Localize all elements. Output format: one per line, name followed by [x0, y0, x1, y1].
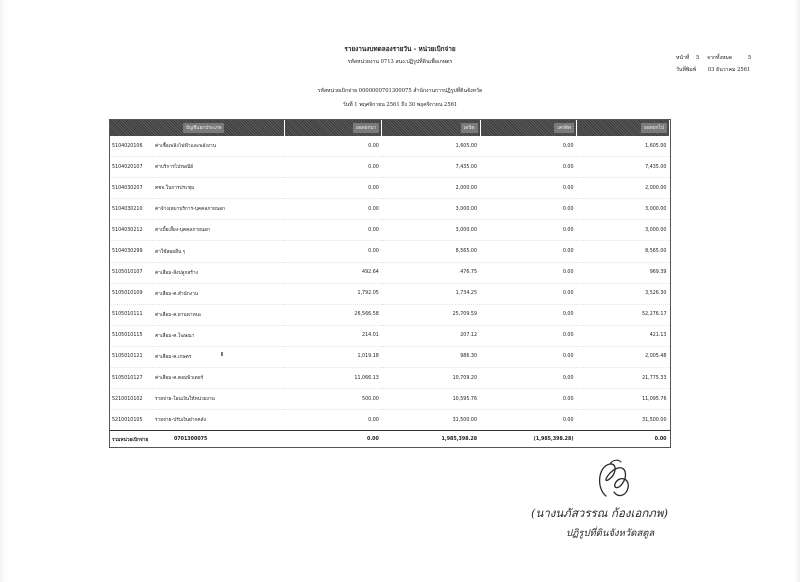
account-code: 5105010107 [109, 262, 152, 283]
account-code: 5104030212 [109, 220, 152, 241]
carried-forward-value: 52,276.17 [577, 304, 670, 325]
credit-value: 0.00 [480, 368, 577, 389]
account-code: 5105010115 [109, 325, 152, 346]
account-name: ค่าเสื่อม-สิ่งปลูกสร้าง [152, 262, 284, 283]
table-row [109, 346, 670, 367]
carried-forward-value: 1,605.00 [577, 136, 670, 157]
table-row [109, 325, 670, 346]
credit-value: 0.00 [480, 157, 577, 178]
credit-value: 0.00 [480, 389, 577, 410]
account-code: 5105010109 [109, 283, 152, 304]
brought-forward-value: 1,019.18 [284, 346, 382, 367]
table-row [109, 368, 670, 389]
table-row [109, 157, 670, 178]
page-label: หน้าที่ [676, 55, 690, 61]
debit-value: 10,709.20 [382, 368, 480, 389]
total-code: 0701300075 [152, 431, 284, 449]
header-row [109, 119, 670, 136]
debit-value: 7,435.00 [382, 157, 480, 178]
account-name: ค่าเชื้อเพลิงไฟฟ้าและพลังงาน [152, 136, 284, 157]
table-row [109, 304, 670, 325]
page-number: 5 [695, 55, 700, 61]
print-date-info [676, 66, 750, 74]
account-name: ค่าเสื่อม-ค.เกษตร [152, 346, 284, 367]
carried-forward-value: 7,435.00 [577, 157, 670, 178]
debit-value: 3,000.00 [382, 220, 480, 241]
carried-forward-value: 8,565.00 [577, 241, 670, 262]
debit-value: 3,000.00 [382, 199, 480, 220]
debit-value: 476.75 [382, 262, 480, 283]
credit-value: 0.00 [480, 346, 577, 367]
table-row [109, 220, 670, 241]
carried-forward-value: 2,000.00 [577, 178, 670, 199]
brought-forward-value: 0.00 [284, 136, 382, 157]
print-date-label: วันที่พิมพ์ [676, 67, 697, 73]
table-row [109, 389, 670, 410]
debit-value: 1,734.25 [382, 283, 480, 304]
debit-value: 10,595.76 [382, 389, 480, 410]
disbursing-unit-line: รหัสหน่วยเบิกจ่าย 0000000701300075 สำนักงานการปฏิรูปที่ดินจังหวัด [317, 88, 483, 94]
brought-forward-value: 0.00 [284, 410, 382, 431]
debit-value: 2,000.00 [382, 178, 480, 199]
carried-forward-value: 421.13 [577, 325, 670, 346]
account-code: 5210010105 [109, 410, 152, 431]
debit-value: 986.30 [382, 346, 480, 367]
account-name: ค่าเสื่อม-ค.ยานพาหนะ [152, 304, 284, 325]
brought-forward-value: 0.00 [284, 157, 382, 178]
account-code: 5104020107 [109, 157, 152, 178]
account-code: 5105010121 [109, 346, 152, 367]
credit-value: 0.00 [480, 199, 577, 220]
credit-value: 0.00 [480, 262, 577, 283]
col-account [109, 119, 284, 136]
total-pages: 5 [747, 55, 752, 61]
brought-forward-value: 0.00 [284, 199, 382, 220]
account-name: ค่าเบี้ยเลี้ยง-บุคคลภายนอก [152, 220, 284, 241]
agency-line: รหัสหน่วยงาน 0713 สนง.ปฏิรูปที่ดินเพื่อเกษตร [347, 59, 453, 65]
brought-forward-value: 1,792.05 [284, 283, 382, 304]
signature-image [588, 458, 638, 504]
account-name: รายจ่าย-ปรับเงินฝากคลัง [152, 410, 284, 431]
page-number-info [676, 54, 751, 62]
account-code: 5105010111 [109, 304, 152, 325]
brought-forward-value: 214.01 [284, 325, 382, 346]
credit-value: 0.00 [480, 325, 577, 346]
col-debit [382, 119, 480, 136]
carried-forward-value: 2,005.48 [577, 346, 670, 367]
account-code: 5104020106 [109, 136, 152, 157]
total-row [109, 431, 670, 449]
carried-forward-value: 3,526.30 [577, 283, 670, 304]
col-credit-label: เครดิต [554, 123, 574, 133]
table-row [109, 262, 670, 283]
signatory-position: ปฏิรูปที่ดินจังหวัดสตูล [566, 528, 655, 539]
debit-value: 207.12 [382, 325, 480, 346]
credit-value: 0.00 [480, 220, 577, 241]
brought-forward-value: 0.00 [284, 241, 382, 262]
account-code: 5210010102 [109, 389, 152, 410]
credit-value: 0.00 [480, 304, 577, 325]
date-range: วันที่ 1 พฤศจิกายน 2561 ถึง 30 พฤศจิกายน 2561 [342, 102, 458, 108]
total-brought-forward: 0.00 [284, 431, 382, 449]
table-row [109, 283, 670, 304]
signatory-name: (นางนภัสวรรณ ก้องเอกภพ) [531, 506, 668, 520]
brought-forward-value: 0.00 [284, 220, 382, 241]
total-debit: 1,985,398.28 [382, 431, 480, 449]
account-name: รายจ่าย-โอนเงินให้หน่วยงาน [152, 389, 284, 410]
credit-value: 0.00 [480, 283, 577, 304]
scan-mark [221, 352, 223, 356]
report-title: รายงานงบทดลองรายวัน - หน่วยเบิกจ่าย [344, 45, 456, 53]
credit-value: 0.00 [480, 178, 577, 199]
carried-forward-value: 31,500.00 [577, 410, 670, 431]
col-account-label: บัญชีแยกประเภท [183, 123, 224, 133]
credit-value: 0.00 [480, 410, 577, 431]
table-body [109, 136, 670, 448]
col-brought-forward-label: ยอดยกมา [353, 123, 379, 133]
carried-forward-value: 969.39 [577, 262, 670, 283]
table-row [109, 241, 670, 262]
account-name: ค่าบริการไปรษณีย์ [152, 157, 284, 178]
account-code: 5104030207 [109, 178, 152, 199]
col-carried-forward-label: ยอดยกไป [641, 123, 667, 133]
account-code: 5105010127 [109, 368, 152, 389]
brought-forward-value: 0.00 [284, 178, 382, 199]
account-name: ค่าเสื่อม-ค.สำนักงาน [152, 283, 284, 304]
carried-forward-value: 11,095.76 [577, 389, 670, 410]
brought-forward-value: 492.64 [284, 262, 382, 283]
print-date: 03 ธันวาคม 2561 [707, 67, 751, 73]
debit-value: 8,565.00 [382, 241, 480, 262]
debit-value: 1,605.00 [382, 136, 480, 157]
carried-forward-value: 3,000.00 [577, 220, 670, 241]
account-name: คชจ.ในการประชุม [152, 178, 284, 199]
total-pages-label: จากทั้งหมด [706, 55, 733, 61]
col-brought-forward [284, 119, 382, 136]
account-name: ค่าใช้สอยอื่น ๆ [152, 241, 284, 262]
table-row [109, 410, 670, 431]
account-name: ค่าเสื่อม-ค.คอมพิวเตอร์ [152, 368, 284, 389]
table-row [109, 199, 670, 220]
account-name: ค่าจ้างเหมาบริการ-บุคคลภายนอก [152, 199, 284, 220]
trial-balance-table [109, 119, 670, 448]
credit-value: 0.00 [480, 136, 577, 157]
col-carried-forward [577, 119, 670, 136]
brought-forward-value: 11,066.13 [284, 368, 382, 389]
table-header [109, 119, 670, 136]
total-carried-forward: 0.00 [577, 431, 670, 449]
carried-forward-value: 3,000.00 [577, 199, 670, 220]
total-credit: (1,985,398.28) [480, 431, 577, 449]
debit-value: 25,709.59 [382, 304, 480, 325]
account-code: 5104030299 [109, 241, 152, 262]
credit-value: 0.00 [480, 241, 577, 262]
account-name: ค่าเสื่อม-ค.โฆษณา [152, 325, 284, 346]
carried-forward-value: 21,775.33 [577, 368, 670, 389]
table-row [109, 136, 670, 157]
table-row [109, 178, 670, 199]
total-label: รวมหน่วยเบิกจ่าย [109, 431, 152, 449]
debit-value: 31,500.00 [382, 410, 480, 431]
brought-forward-value: 26,566.58 [284, 304, 382, 325]
brought-forward-value: 500.00 [284, 389, 382, 410]
col-debit-label: เดบิต [461, 123, 478, 133]
account-code: 5104030210 [109, 199, 152, 220]
col-credit [480, 119, 577, 136]
